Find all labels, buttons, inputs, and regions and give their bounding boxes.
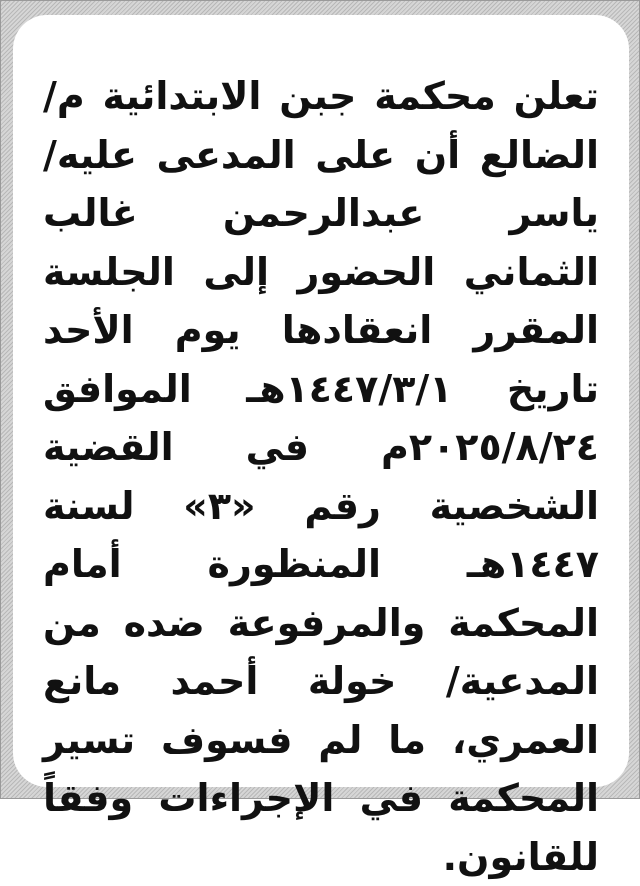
notice-card: [13, 15, 629, 879]
notice-text: تعلن محكمة جبن الابتدائية م/ الضالع أن على المدعى عليه/ ياسر عبدالرحمن غالب الثماني الحضور إلى الجلسة المقرر انعقادها يوم الأحد تاريخ ١٤٤٧/٣/١هـ الموافق ٢٠٢٥/٨/٢٤م في القضية الشخصية رقم «٣» لسنة ١٤٤٧هـ المنظورة أمام المحكمة والمرفوعة ضده من المدعية/ خولة أحمد مانع العمري، ما لم فسوف تسير المحكمة في الإجراءات وفقاً للقانون.: [43, 74, 599, 879]
